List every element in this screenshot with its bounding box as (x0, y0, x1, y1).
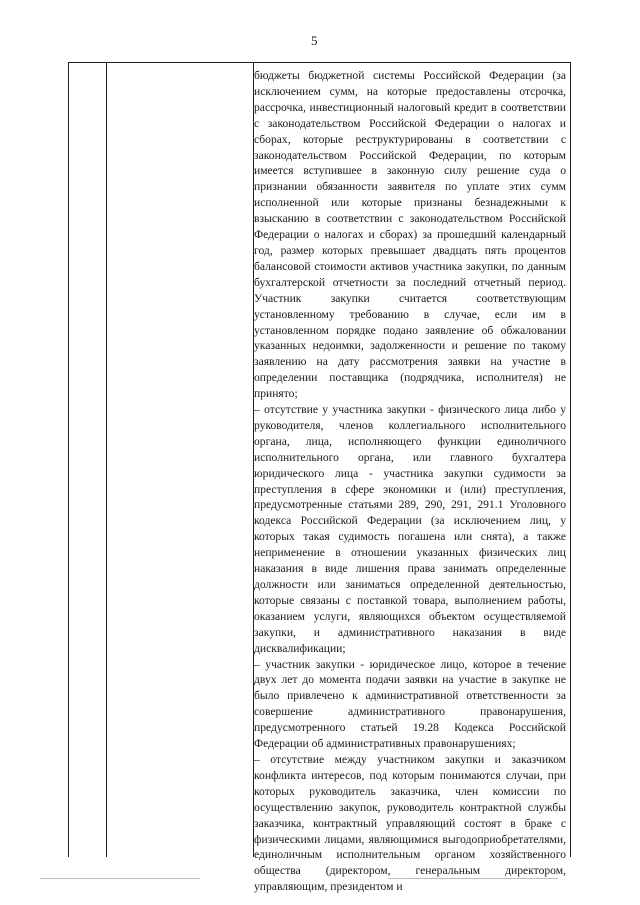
footer-rule (388, 878, 558, 879)
paragraph: – отсутствие между участником закупки и заказчиком конфликта интересов, под которым понимаются случаи, при которых руководитель заказчика, член комиссии по осуществлению закупок, руководитель контрактной службы заказчика, контрактный управляющий состоят в браке с физическими лицами, являющимися выгодоприобретателями, единоличным исполнительным органом хозяйственного общества (директором, генеральным директором, управляющим, президентом и (254, 752, 566, 894)
paragraph: – отсутствие у участника закупки - физического лица либо у руководителя, членов коллегиального исполнительного органа, лица, исполняющего функции единоличного исполнительного органа, или главного бухгалтера юридического лица - участника закупки судимости за преступления в сфере экономики и (или) преступления, предусмотренные статьями 289, 290, 291, 291.1 Уголовного кодекса Российской Федерации (за исключением лиц, у которых такая судимость погашена или снята), а также неприменение в отношении указанных физических лиц наказания в виде лишения права занимать определенные должности или заниматься определенной деятельностью, которые связаны с поставкой товара, выполнением работы, оказанием услуги, являющихся объектом осуществляемой закупки, и административного наказания в виде дисквалификации; (254, 403, 566, 655)
footer-rule (40, 878, 200, 879)
page-number: 5 (311, 33, 318, 48)
requirements-text-cell (254, 68, 566, 895)
paragraph: – участник закупки - юридическое лицо, которое в течение двух лет до момента подачи заявки на участие в закупке не было привлечено к административной ответственности за совершение административного правонарушения, предусмотренного статьей 19.28 Кодекса Российской Федерации об административных правонарушениях; (254, 657, 566, 751)
column-divider (106, 63, 107, 857)
paragraph: бюджеты бюджетной системы Российской Федерации (за исключением сумм, на которые предоставлены отсрочка, рассрочка, инвестиционный налоговый кредит в соответствии с законодательством Российской Федерации о налогах и сборах, которые реструктурированы в соответствии с законодательством Российской Федерации, по которым имеется вступившее в законную силу решение суда о признании обязанности заявителя по уплате этих сумм исполненной или которые признаны безнадежными к взысканию в соответствии с законодательством Российской Федерации о налогах и сборах) за прошедший календарный год, размер которых превышает двадцать пять процентов балансовой стоимости активов участника закупки, по данным бухгалтерской отчетности за последний отчетный период. Участник закупки считается соответствующим установленному требованию в случае, если им в установленном порядке подано заявление об обжаловании указанных недоимки, задолженности и решение по такому заявлению на дату рассмотрения заявки на участие в определении поставщика (подрядчика, исполнителя) не принято; (254, 69, 566, 401)
